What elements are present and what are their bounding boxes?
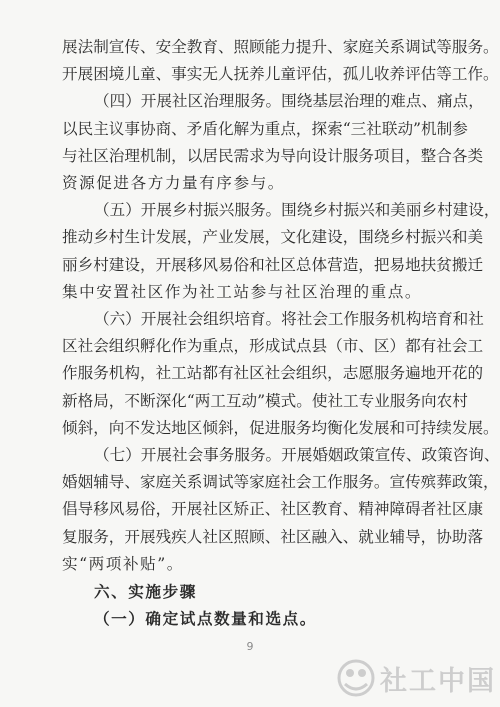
text-line: 与社区治理机制，以居民需求为导向设计服务项目，整合各类: [62, 146, 484, 165]
watermark-logo-icon: [336, 658, 376, 698]
text-line: 展法制宣传、安全教育、照顾能力提升、家庭关系调试等服务。: [62, 38, 499, 56]
section-heading-line: （四）开展社区治理服务。围绕基层治理的难点、痛点，: [94, 92, 484, 111]
watermark-text: 社工中国: [380, 665, 496, 697]
watermark: [336, 656, 500, 700]
text-line: 新格局，不断深化“两工互动”模式。使社工专业服务向农村: [62, 391, 468, 410]
text-line: 集中安置社区作为社工站参与社区治理的重点。: [62, 282, 423, 301]
text-line: 倾斜，向不发达地区倾斜，促进服务均衡化发展和可持续发展。: [62, 418, 499, 437]
text-line: 婚姻辅导、家庭关系调试等家庭社会工作服务。宣传殡葬政策，: [62, 473, 499, 492]
section-heading-line: （五）开展乡村振兴服务。围绕乡村振兴和美丽乡村建设，: [94, 201, 500, 220]
section-heading-line: （六）开展社会组织培育。将社会工作服务机构培育和社: [94, 310, 484, 328]
text-line: 复服务，开展残疾人社区照顾、社区融入、就业辅导，协助落: [62, 527, 484, 546]
text-line: 区社会组织孵化作为重点，形成试点县（市、区）都有社会工: [62, 337, 484, 356]
text-line: 丽乡村建设，开展移风易俗和社区总体营造，把易地扶贫搬迁: [62, 255, 484, 274]
text-line: 资源促进各方力量有序参与。: [62, 174, 285, 192]
text-line: 推动乡村生计发展，产业发展，文化建设，围绕乡村振兴和美: [62, 228, 484, 247]
text-line: 开展困境儿童、事实无人抚养儿童评估，孤儿收养评估等工作。: [62, 65, 499, 84]
page-number: 9: [246, 640, 254, 653]
text-line: 实“两项补贴”。: [62, 554, 184, 573]
sub-heading: （一）确定试点数量和选点。: [94, 609, 317, 629]
text-line: 倡导移风易俗，开展社区矫正、社区教育、精神障碍者社区康: [62, 500, 484, 519]
section-heading-line: （七）开展社会事务服务。开展婚姻政策宣传、政策咨询、: [94, 446, 500, 464]
chapter-heading: 六、实施步骤: [94, 582, 197, 601]
text-line: 以民主议事协商、矛盾化解为重点，探索“三社联动”机制参: [62, 119, 468, 138]
text-line: 作服务机构，社工站都有社区社会组织，志愿服务遍地开花的: [62, 364, 484, 383]
